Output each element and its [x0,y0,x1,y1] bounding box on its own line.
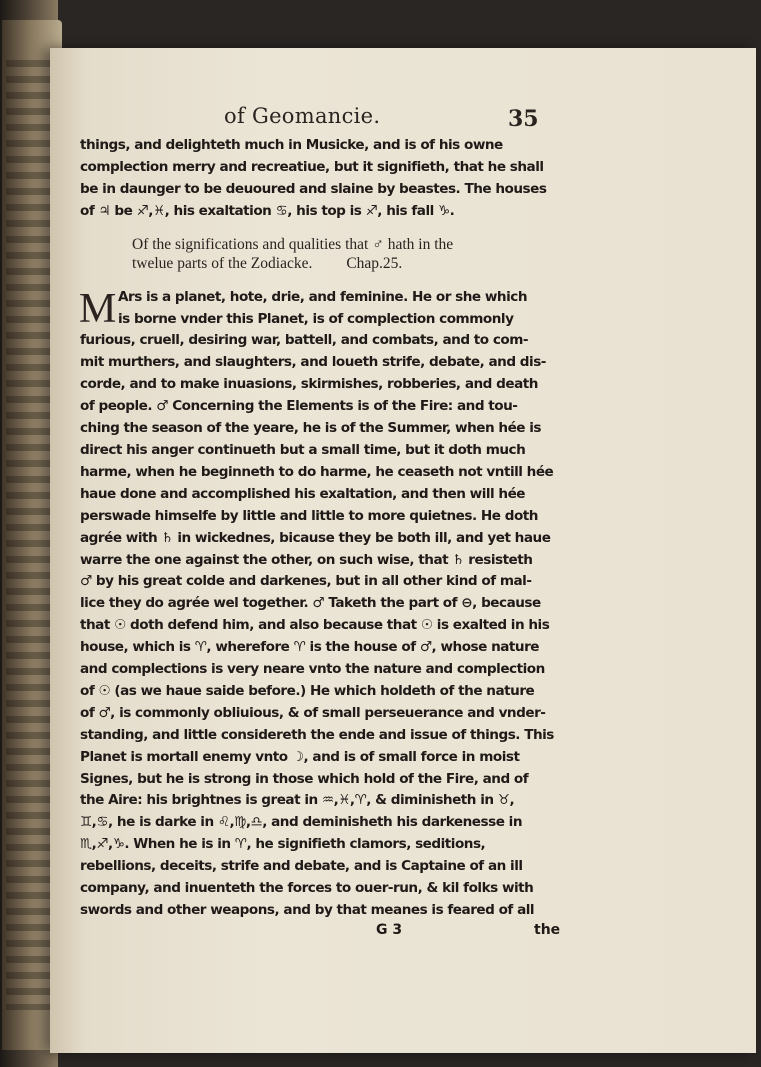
text-line: direct his anger continueth but a small time, but it doth much [80,441,526,458]
text-line: warre the one against the other, on such wise, that ♄ resisteth [80,551,533,568]
catchword: the [534,921,561,938]
text-line: ♊,♋, he is darke in ♌,♍,♎, and deminisheth his darkenesse in [80,814,522,831]
page-number: 35 [508,106,539,132]
text-line: things, and delighteth much in Musicke, and is of his owne [80,137,503,153]
text-line: of people. ♂ Concerning the Elements is of the Fire: and tou- [80,398,518,415]
text-line: is borne vnder this Planet, is of complection commonly [118,310,514,327]
text-line: be in daunger to be deuoured and slaine by beastes. The houses [80,180,547,197]
book-page [50,48,756,1053]
page-footer [80,921,561,944]
text-line: furious, cruell, desiring war, battell, and combats, and to com- [80,332,529,349]
text-line: standing, and little considereth the ende and issue of things. This [80,726,554,743]
drop-cap: M [79,285,117,332]
text-line: that ☉ doth defend him, and also because that ☉ is exalted in his [80,617,550,634]
text-line: lice they do agrée wel together. ♂ Taketh the part of ⊖, because [80,595,541,612]
text-line: harme, when he beginneth to do harme, he ceaseth not vntill hée [80,463,554,480]
text-line: of ☉ (as we haue saide before.) He which holdeth of the nature [80,682,535,699]
text-line: complection merry and recreatiue, but it signifieth, that he shall [80,158,544,175]
text-line: haue done and accomplished his exaltation, and then will hée [80,485,526,502]
chapter-heading-line: twelue parts of the Zodiacke. [132,254,313,272]
text-line: ♏,♐,♑. When he is in ♈, he signifieth clamors, seditions, [80,836,486,853]
text-line: perswade himselfe by little and little to more quietnes. He doth [80,507,538,524]
chapter-heading-line: Of the significations and qualities that ♂ hath in the [132,235,454,253]
text-line: rebellions, deceits, strife and debate, and is Captaine of an ill [80,858,523,875]
text-line: Planet is mortall enemy vnto ☽, and is of small force in moist [80,748,520,765]
chapter-heading [132,235,550,273]
text-line: Ars is a planet, hote, drie, and feminine. He or she which [118,288,527,305]
text-line: and complections is very neare vnto the nature and complection [80,661,545,678]
running-title: of Geomancie. [224,104,381,128]
page-text [79,135,561,944]
text-line: of ♃ be ♐,♓, his exaltation ♋, his top is ♐, his fall ♑. [80,202,455,219]
text-line: the Aire: his brightnes is great in ♒,♓,♈, & diminisheth in ♉, [80,792,515,809]
text-line: company, and inuenteth the forces to ouer-run, & kil folks with [80,880,534,897]
text-line: ching the season of the yeare, he is of the Summer, when hée is [80,420,541,437]
text-line: corde, and to make inuasions, skirmishes, robberies, and death [80,376,538,393]
chapter-label: Chap.25. [346,254,403,272]
text-line: mit murthers, and slaughters, and loueth strife, debate, and dis- [80,354,546,371]
body-paragraph [79,285,554,922]
text-line: ♂ by his great colde and darkenes, but in all other kind of mal- [80,573,532,590]
text-line: house, which is ♈, wherefore ♈ is the house of ♂, whose nature [80,639,540,656]
text-line: Signes, but he is strong in those which hold of the Fire, and of [80,770,529,787]
signature-mark: G 3 [376,921,403,938]
text-line: of ♂, is commonly obliuious, & of small perseuerance and vnder- [80,704,546,721]
text-line: agrée with ♄ in wickednes, bicause they be both ill, and yet haue [80,529,551,546]
text-line: swords and other weapons, and by that meanes is feared of all [80,902,535,918]
